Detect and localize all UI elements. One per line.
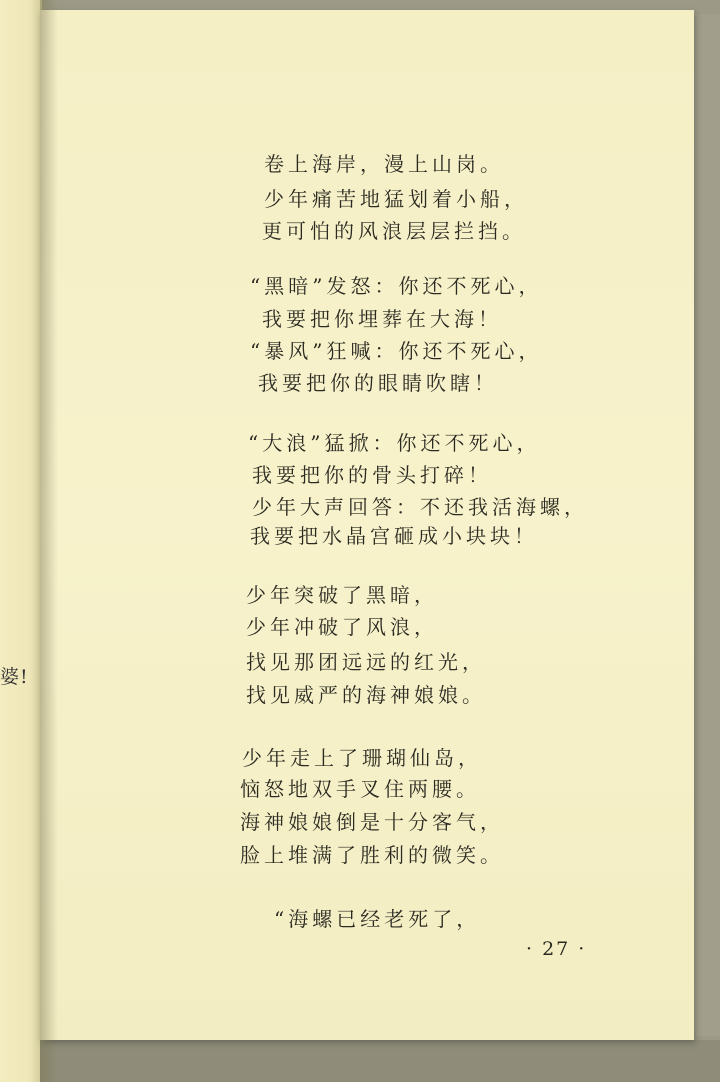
poem-text [40, 10, 694, 1040]
poem-line: “大浪”猛掀：你还不死心， [248, 431, 541, 455]
poem-line: “海螺已经老死了， [274, 907, 481, 931]
poem-line: 卷上海岸，漫上山岗。 [264, 152, 504, 176]
table-surface [40, 1040, 720, 1082]
poem-line: “黑暗”发怒：你还不死心， [250, 274, 543, 298]
left-page [0, 0, 42, 1082]
poem-line: 少年突破了黑暗， [246, 583, 438, 607]
page-number: · 27 · [526, 938, 587, 960]
poem-line: 少年痛苦地猛划着小船， [264, 187, 528, 211]
poem-line: 少年走上了珊瑚仙岛， [242, 746, 482, 770]
poem-line: 找见那团远远的红光， [246, 650, 486, 674]
poem-line: 少年冲破了风浪， [246, 615, 438, 639]
poem-line: 我要把你的骨头打碎！ [252, 463, 492, 487]
book-page-edges [694, 14, 720, 1036]
poem-line: 更可怕的风浪层层拦挡。 [262, 219, 526, 243]
gutter-shadow [40, 0, 58, 1082]
poem-line: 我要把你的眼睛吹瞎！ [258, 371, 498, 395]
poem-line: 海神娘娘倒是十分客气， [240, 810, 504, 834]
poem-line: 少年大声回答：不还我活海螺， [252, 495, 588, 519]
poem-line: 我要把水晶宫砸成小块块！ [250, 524, 538, 548]
left-page-text-fragment: 婆! [0, 666, 29, 688]
poem-line: 脸上堆满了胜利的微笑。 [240, 843, 504, 867]
poem-line: 找见威严的海神娘娘。 [246, 683, 486, 707]
poem-line: “暴风”狂喊：你还不死心， [250, 339, 543, 363]
poem-line: 恼怒地双手叉住两腰。 [240, 777, 480, 801]
poem-line: 我要把你埋葬在大海！ [262, 307, 502, 331]
right-page [40, 10, 694, 1040]
